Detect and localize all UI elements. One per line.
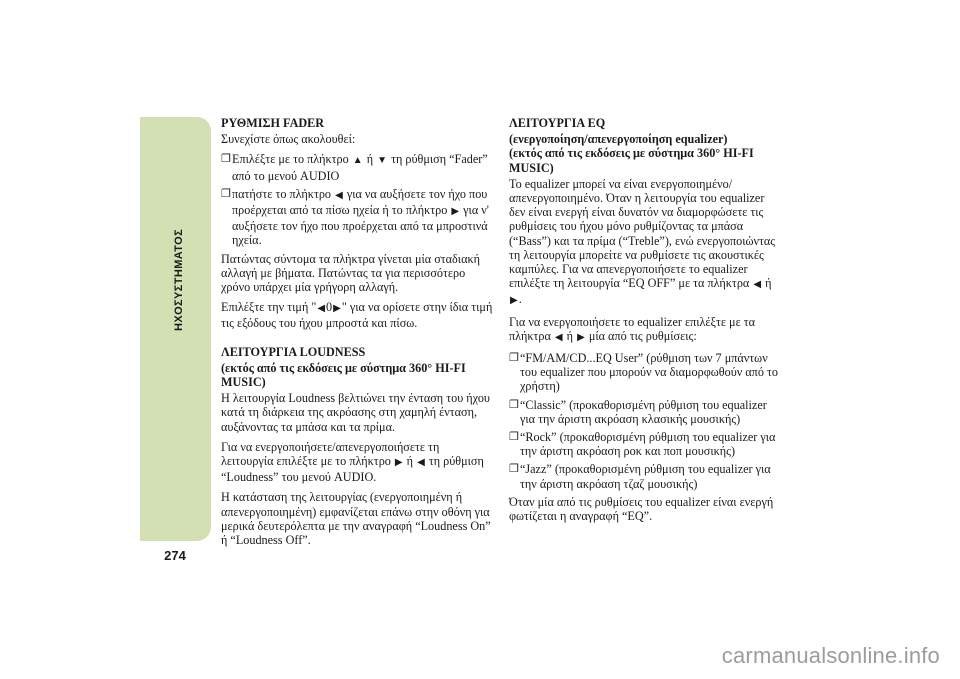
eq-subheading-2: (εκτός από τις εκδόσεις με σύστημα 360° HI-FI MUSIC) — [509, 146, 754, 175]
loudness-subheading: (εκτός από τις εκδόσεις με σύστημα 360° HI-FI MUSIC) — [221, 360, 466, 390]
eq-paragraph-3: Όταν μία από τις ρυθμίσεις του equalizer είναι ενεργή φωτίζεται η αναγραφή “EQ”. — [509, 494, 774, 524]
eq-p1-text: Το equalizer μπορεί να είναι ενεργοποιημένο/απενεργοποιημένο. Όταν η λειτουργία του equalizer δεν είναι ενεργή είναι δυνατόν να διαμορφώσετε τις ρυθμίσεις του ήχου μόνο ρυθμίζοντας τα μπάσα (“Bass”) και τα πρίμα (“Treble”), ενώ ενεργοποιώντας τη λειτουργία μπορείτε να ρυθμίσετε τις ακουστικές καμπύλες. Για να απενεργοποιήσετε το equalizer επιλέξτε τη λειτουργία “EQ OFF” με τα πλήκτρα — [509, 176, 776, 291]
fader-paragraph-1: Πατώντας σύντομα τα πλήκτρα γίνεται μία σταδιακή αλλαγή με βήματα. Πατώντας τα για περισσότερο χρόνο υπάρχει μία γρήγορη αλλαγή. — [221, 251, 480, 295]
right-column — [509, 116, 781, 529]
loudness-paragraph-1: Η λειτουργία Loudness βελτιώνει την ένταση του ήχου κατά τη διάρκεια της ακρόασης στη χαμηλή ένταση, αυξάνοντας τα μπάσα και τα πρίμα. — [221, 391, 490, 434]
eq-p2-text-a: Για να ενεργοποιήσετε το equalizer επιλέξτε με τα πλήκτρα — [509, 314, 756, 343]
eq-heading: ΛΕΙΤΟΥΡΓΙΑ EQ — [509, 116, 606, 130]
eq-option-classic — [509, 398, 781, 426]
fader-step-1 — [221, 152, 493, 182]
eq-p2-or: ή — [566, 328, 574, 343]
fader-p2-text-a: Επιλέξτε την τιμή " — [221, 300, 317, 315]
eq-paragraph-2 — [509, 315, 781, 345]
eq-p1-or: ή — [765, 276, 772, 291]
eq-option-rock — [509, 430, 781, 458]
eq-option-jazz — [509, 462, 781, 490]
loudness-paragraph-3: Η κατάσταση της λειτουργίας (ενεργοποιημένη ή απενεργοποιημένη) εμφανίζεται επάνω στην οθόνη για μερικά δευτερόλεπτα με την αναγραφή “Loudness On” ή “Loudness Off”. — [221, 490, 491, 548]
eq-paragraph-1 — [509, 177, 781, 309]
left-column — [221, 116, 493, 553]
fader-step-1-text-a: Επιλέξτε με το πλήκτρο — [232, 152, 349, 167]
fader-step-2-text-c: για ν' αυξήσετε τον ήχο που προέρχεται από τα μπροστινά ηχεία. — [232, 203, 489, 248]
page-number: 274 — [164, 548, 186, 563]
watermark: carmanualsonline.info — [721, 643, 940, 668]
fader-step-1-text-b: τη ρύθμιση “Fader” από το μενού AUDIO — [232, 152, 488, 183]
right-arrow-icon: ▶ — [333, 303, 341, 315]
loudness-heading: ΛΕΙΤΟΥΡΓΙΑ LOUDNESS — [221, 344, 366, 359]
fader-intro: Συνεχίστε όπως ακολουθεί: — [221, 132, 356, 147]
right-arrow-icon: ▶ — [394, 457, 403, 469]
eq-option-text: “FM/AM/CD...EQ User” (ρύθμιση των 7 μπάντων του equalizer που μπορούν να διαμορφωθούν από το χρήστη) — [520, 351, 778, 394]
right-arrow-icon: ▶ — [577, 331, 585, 343]
fader-p2-text-b: " για να ορίσετε στην ίδια τιμή τις εξόδους του ήχου μπροστά και πίσω. — [221, 300, 493, 331]
eq-p1-end: . — [518, 292, 522, 307]
left-arrow-icon: ◀ — [554, 331, 563, 343]
checkbox-bullet-icon: ❐ — [509, 352, 519, 365]
up-arrow-icon: ▲ — [352, 155, 363, 167]
checkbox-bullet-icon: ❐ — [221, 153, 231, 166]
eq-option-text: “Jazz” (προκαθορισμένη ρύθμιση του equalizer για την άριστη ακρόαση τζαζ μουσικής) — [520, 462, 771, 491]
eq-option-text: “Classic” (προκαθορισμένη ρύθμιση του equalizer για την άριστη ακρόαση κλασικής μουσικής) — [520, 397, 767, 426]
fader-step-2-text-b: για να αυξήσετε τον ήχο που προέρχεται από τα πίσω ηχεία ή το πλήκτρο — [232, 186, 488, 218]
section-title-vertical: ΗΧΟΣΥΣΤΗΜΑΤΟΣ — [173, 228, 185, 332]
loudness-p2-text-a: Για να ενεργοποιήσετε/απενεργοποιήσετε τη λειτουργία επιλέξτε με το πλήκτρο — [221, 439, 440, 469]
right-arrow-icon: ▶ — [510, 295, 518, 307]
checkbox-bullet-icon: ❐ — [509, 398, 519, 411]
checkbox-bullet-icon: ❐ — [509, 431, 519, 444]
left-arrow-icon: ◀ — [417, 457, 425, 469]
loudness-p2-or: ή — [406, 454, 414, 469]
fader-step-2 — [221, 187, 493, 248]
left-arrow-icon: ◀ — [317, 303, 326, 315]
down-arrow-icon: ▼ — [377, 155, 388, 167]
fader-paragraph-2 — [221, 300, 493, 330]
fader-step-1-or: ή — [366, 152, 374, 167]
fader-step-2-text-a: πατήστε το πλήκτρο — [232, 186, 332, 201]
loudness-paragraph-2 — [221, 440, 493, 485]
fader-p2-zero: 0 — [326, 300, 333, 315]
fader-heading: ΡΥΘΜΙΣΗ FADER — [221, 116, 325, 130]
eq-p2-text-b: μία από τις ρυθμίσεις: — [588, 328, 697, 343]
eq-option-user — [509, 351, 781, 394]
right-arrow-icon: ▶ — [451, 206, 460, 218]
checkbox-bullet-icon: ❐ — [221, 187, 231, 200]
checkbox-bullet-icon: ❐ — [509, 463, 519, 476]
eq-option-text: “Rock” (προκαθορισμένη ρύθμιση του equalizer για την άριστη ακρόαση ροκ και ποπ μουσικής) — [520, 430, 776, 459]
left-arrow-icon: ◀ — [753, 279, 762, 291]
loudness-p2-text-b: τη ρύθμιση “Loudness” του μενού AUDIO. — [221, 454, 484, 485]
eq-subheading-1: (ενεργοποίηση/απενεργοποίηση equalizer) — [509, 132, 728, 147]
left-arrow-icon: ◀ — [335, 189, 343, 201]
